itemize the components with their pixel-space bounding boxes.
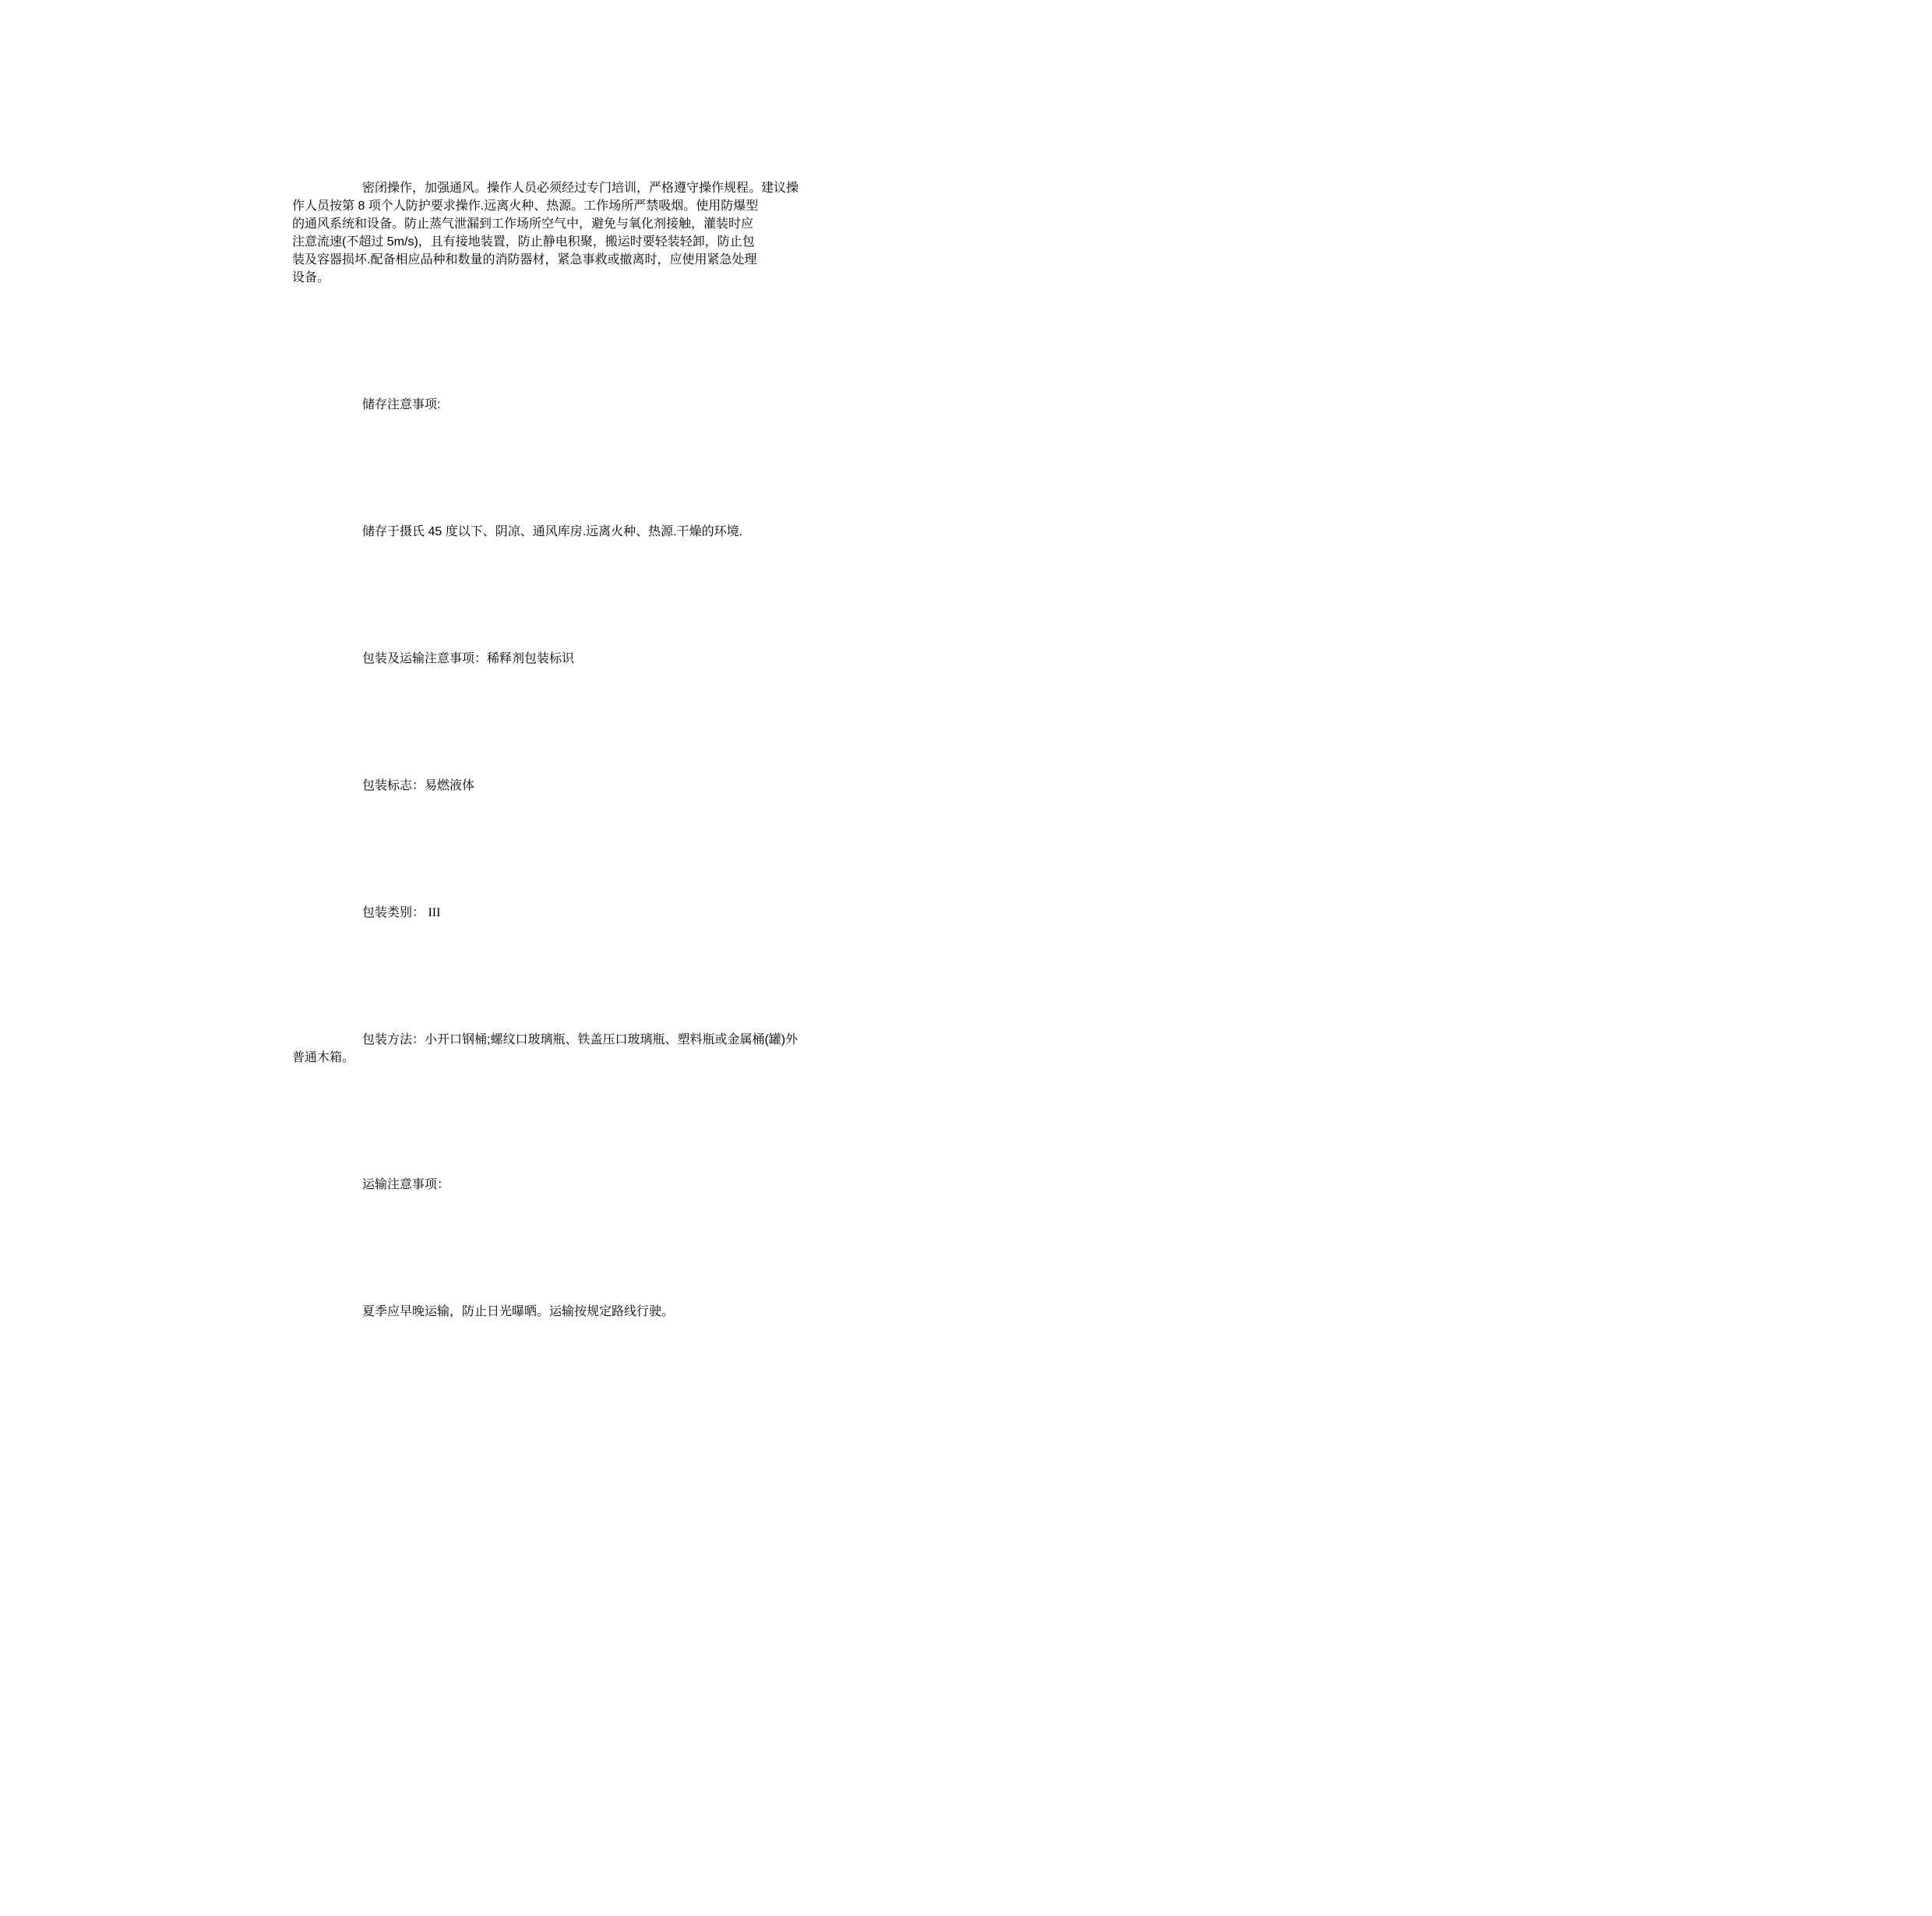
text-line: 装及容器损坏.配备相应品种和数量的消防器材，紧急事救或撤离时，应使用紧急处理 xyxy=(292,253,757,266)
text-line: 包装标志：易燃液体 xyxy=(362,779,475,792)
text-line: 夏季应早晚运输，防止日光曝晒。运输按规定路线行驶。 xyxy=(362,1305,675,1318)
text-line: 的通风系统和设备。防止蒸气泄漏到工作场所空气中，避免与氧化剂接触，灌装时应 xyxy=(292,217,754,231)
text-line: 设备。 xyxy=(292,271,330,284)
text-line: 包装方法：小开口钢桶;螺纹口玻璃瓶、铁盖压口玻璃瓶、塑料瓶或金属桶(罐)外 xyxy=(362,1033,799,1046)
text-line: 注意流速(不超过 5m/s)，且有接地装置，防止静电积聚，搬运时要轻装轻卸，防止包 xyxy=(292,235,755,249)
packing-category-label: 包装类别： xyxy=(362,906,428,919)
text-line: 储存于摄氏 45 度以下、阴凉、通风库房.远离火种、热源.干燥的环境. xyxy=(362,525,743,538)
text-line: 包装及运输注意事项：稀释剂包装标识 xyxy=(362,652,575,665)
text-line xyxy=(292,902,1667,920)
text-line: 密闭操作，加强通风。操作人员必须经过专门培训，严格遵守操作规程。建议操 xyxy=(362,182,799,195)
text-line: 作人员按第 8 项个人防护要求操作.远离火种、热源。工作场所严禁吸烟。使用防爆型 xyxy=(292,199,759,213)
text-line: 普通木箱。 xyxy=(292,1051,355,1064)
text-line: 运输注意事项： xyxy=(362,1178,450,1191)
packing-group-value: III xyxy=(428,906,441,919)
text-line: 储存注意事项: xyxy=(362,398,441,411)
